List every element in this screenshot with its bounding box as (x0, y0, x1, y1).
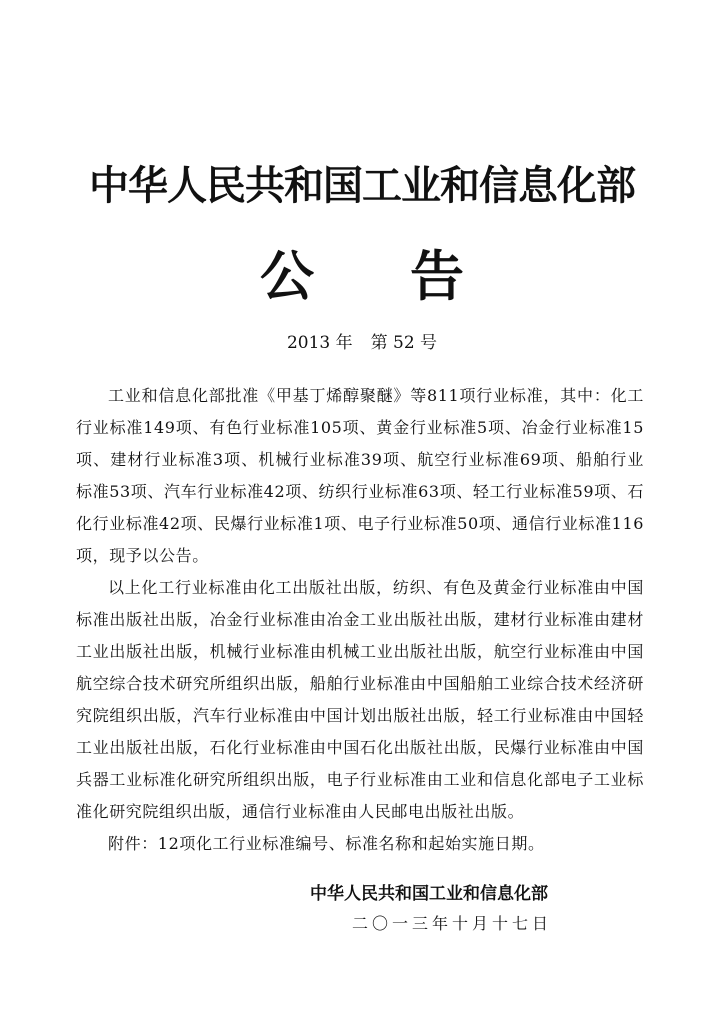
notice-title (0, 244, 724, 310)
notice-title-char-1: 公 (260, 245, 314, 308)
signature-organization: 中华人民共和国工业和信息化部 (310, 884, 548, 904)
issue-number (0, 330, 724, 356)
issue-sequence: 第 52 号 (370, 333, 438, 353)
signature-date: 二〇一三年十月十七日 (352, 914, 553, 933)
ministry-title: 中华人民共和国工业和信息化部 (89, 163, 635, 209)
body-paragraph-2: 以上化工行业标准由化工出版社出版，纺织、有色及黄金行业标准由中国标准出版社出版，冶金行业标准由冶金工业出版社出版，建材行业标准由建材工业出版社出版，机械行业标准由机械工业出版社出版，航空行业标准由中国航空综合技术研究所组织出版，船舶行业标准由中国船舶工业综合技术经济研究院组织出版，汽车行业标准由中国计划出版社出版，轻工行业标准由中国轻工业出版社出版，石化行业标准由中国石化出版社出版，民爆行业标准由中国兵器工业标准化研究所组织出版，电子行业标准由工业和信息化部电子工业标准化研究院组织出版，通信行业标准由人民邮电出版社出版。 (76, 578, 644, 821)
notice-body (76, 380, 644, 860)
attachment-note: 附件：12项化工行业标准编号、标准名称和起始实施日期。 (108, 834, 545, 853)
body-paragraph-1: 工业和信息化部批准《甲基丁烯醇聚醚》等811项行业标准，其中：化工行业标准149项、有色行业标准105项、黄金行业标准5项、冶金行业标准15项、建材行业标准3项、机械行业标准39项、航空行业标准69项、船舶行业标准53项、汽车行业标准42项、纺织行业标准63项、轻工行业标准59项、石化行业标准42项、民爆行业标准1项、电子行业标准50项、通信行业标准116项，现予以公告。 (76, 386, 644, 565)
notice-title-char-2: 告 (410, 245, 464, 308)
issue-year: 2013 年 (286, 333, 353, 353)
